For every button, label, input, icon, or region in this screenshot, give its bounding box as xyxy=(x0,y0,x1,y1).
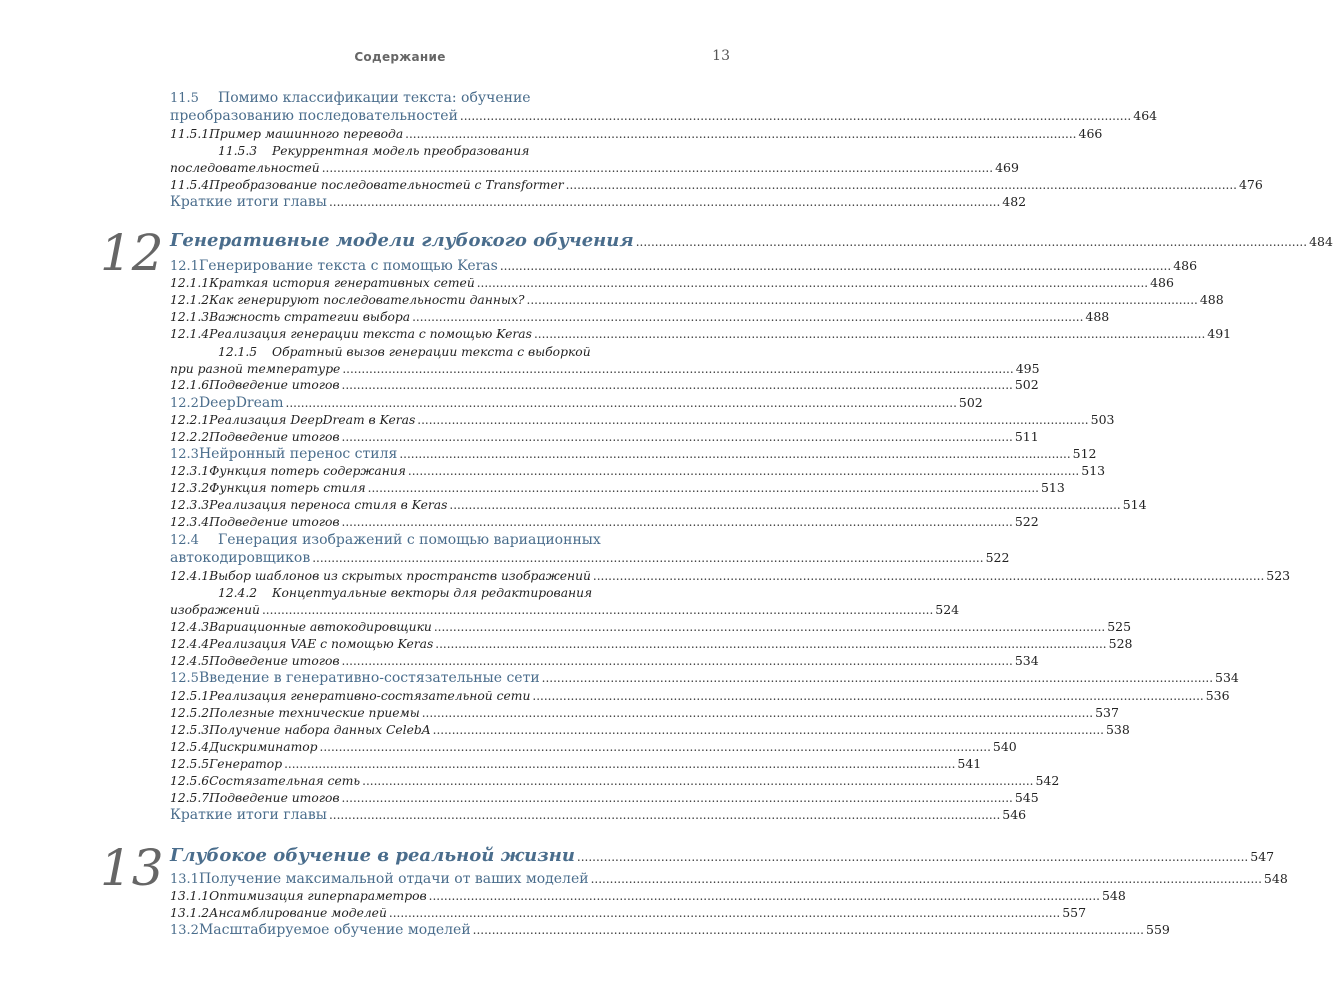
entry-page: 464 xyxy=(1133,108,1158,123)
toc-entry[interactable] xyxy=(170,394,983,412)
entry-number: 12.3 xyxy=(170,447,199,462)
entry-title: Подведение итогов xyxy=(209,791,340,805)
entry-number: 12.1.5 xyxy=(218,345,258,359)
entry-page: 534 xyxy=(1215,670,1239,685)
entry-page: 486 xyxy=(1173,258,1198,273)
entry-title: Как генерируют последовательности данных? xyxy=(209,293,525,307)
toc-entry-continuation[interactable] xyxy=(170,107,1158,125)
entry-title: Реализация переноса стиля в Keras xyxy=(209,498,448,512)
entry-number: 12.3.3 xyxy=(170,498,210,512)
toc-entry[interactable] xyxy=(170,567,1291,585)
entry-page: 525 xyxy=(1107,619,1132,634)
entry-number: 12.5.7 xyxy=(170,791,210,805)
entry-title: Состязательная сеть xyxy=(209,774,361,788)
entry-title: Подведение итогов xyxy=(209,430,340,444)
entry-page: 522 xyxy=(985,550,1010,565)
entry-number: 12.4.5 xyxy=(170,654,210,668)
entry-page: 495 xyxy=(1015,361,1040,376)
toc-entry[interactable] xyxy=(170,635,1133,653)
entry-page: 522 xyxy=(1014,514,1039,529)
toc-entry[interactable] xyxy=(170,687,1230,705)
toc-entry[interactable] xyxy=(170,531,726,549)
entry-page: 546 xyxy=(1002,807,1027,822)
toc-entry[interactable] xyxy=(170,904,1087,922)
entry-page: 484 xyxy=(1309,234,1333,249)
entry-title: Генерирование текста с помощью Keras xyxy=(198,258,498,274)
entry-title: Краткая история генеративных сетей xyxy=(209,276,475,290)
entry-title: Важность стратегии выбора xyxy=(209,310,411,324)
toc-entry[interactable] xyxy=(170,921,1170,939)
entry-title: Функция потерь стиля xyxy=(209,481,366,495)
toc-entry[interactable] xyxy=(170,496,1147,514)
toc-entry[interactable] xyxy=(170,738,1017,756)
entry-number: 12.1.1 xyxy=(170,276,210,290)
entry-number: 12.2 xyxy=(170,396,199,411)
toc-entry[interactable] xyxy=(170,343,726,361)
entry-page: 540 xyxy=(992,739,1017,754)
entry-number: 12.4.3 xyxy=(170,620,210,634)
entry-title: Полезные технические приемы xyxy=(209,706,420,720)
entry-page: 541 xyxy=(957,756,982,771)
entry-number: 12.2.1 xyxy=(170,413,210,427)
entry-page: 469 xyxy=(995,160,1019,175)
entry-number: 11.5.4 xyxy=(170,178,210,192)
entry-page: 502 xyxy=(958,395,983,410)
toc-entry[interactable] xyxy=(170,772,1060,790)
entry-number: 12.1.4 xyxy=(170,327,210,341)
chapter-entry[interactable] xyxy=(170,845,1275,867)
entry-page: 536 xyxy=(1205,688,1230,703)
entry-number: 12.3.1 xyxy=(170,464,210,478)
page-header-title: Содержание xyxy=(354,50,446,64)
entry-page: 545 xyxy=(1014,790,1039,805)
entry-title-continued: последовательностей xyxy=(170,161,320,175)
entry-page: 547 xyxy=(1250,849,1275,864)
entry-page: 524 xyxy=(935,602,960,617)
toc-entry[interactable] xyxy=(170,89,726,107)
entry-page: 466 xyxy=(1078,126,1103,141)
toc-entry[interactable] xyxy=(170,308,1110,326)
entry-number: 12.3.2 xyxy=(170,481,210,495)
entry-page: 488 xyxy=(1199,292,1224,307)
entry-page: 488 xyxy=(1085,309,1110,324)
toc-entry-continuation[interactable] xyxy=(170,601,960,619)
toc-entry[interactable] xyxy=(170,291,1224,309)
toc-entry[interactable] xyxy=(170,652,1039,670)
entry-number: 12.1.2 xyxy=(170,293,210,307)
entry-title: Оптимизация гиперпараметров xyxy=(209,889,427,903)
entry-title: DeepDream xyxy=(198,395,284,411)
entry-number: 12.4 xyxy=(170,533,199,548)
entry-title: Введение в генеративно-состязательные сети xyxy=(198,670,540,686)
entry-page: 537 xyxy=(1095,705,1119,720)
entry-page: 476 xyxy=(1238,177,1263,192)
entry-number: 12.3.4 xyxy=(170,515,210,529)
entry-number: 11.5.1 xyxy=(170,127,210,141)
toc-entry[interactable] xyxy=(170,428,1039,446)
entry-page: 542 xyxy=(1035,773,1060,788)
entry-title: Функция потерь содержания xyxy=(209,464,406,478)
entry-number: 13.2 xyxy=(170,923,199,938)
toc-entry[interactable] xyxy=(170,887,1126,905)
entry-page: 559 xyxy=(1146,922,1170,937)
entry-number: 12.5.6 xyxy=(170,774,210,788)
entry-title: Помимо классификации текста: обучение xyxy=(218,90,531,106)
entry-number: 13.1.2 xyxy=(170,906,210,920)
toc-entry[interactable] xyxy=(170,870,1288,888)
entry-title: Реализация DeepDream в Keras xyxy=(209,413,416,427)
entry-number: 12.5.4 xyxy=(170,740,210,754)
toc-entry[interactable] xyxy=(170,411,1115,429)
entry-number: 12.4.1 xyxy=(170,569,210,583)
entry-title: Генерация изображений с помощью вариационных xyxy=(218,532,601,548)
entry-title: Получение набора данных CelebA xyxy=(209,723,431,737)
toc-entry[interactable] xyxy=(170,618,1132,636)
toc-entry[interactable] xyxy=(170,669,1239,687)
entry-page: 534 xyxy=(1014,653,1039,668)
entry-title: Масштабируемое обучение моделей xyxy=(198,922,471,938)
toc-entry[interactable] xyxy=(170,176,1263,194)
entry-number: 12.5 xyxy=(170,671,199,686)
entry-title: Получение максимальной отдачи от ваших моделей xyxy=(198,871,589,887)
chapter-title: Генеративные модели глубокого обучения xyxy=(170,230,634,251)
entry-number: 12.5.2 xyxy=(170,706,210,720)
entry-number: 12.1 xyxy=(170,259,199,274)
toc-entry-continuation[interactable] xyxy=(170,549,1010,567)
toc-entry[interactable] xyxy=(170,325,1232,343)
entry-title-continued: при разной температуре xyxy=(170,362,341,376)
entry-page: 491 xyxy=(1207,326,1232,341)
entry-title-continued: автокодировщиков xyxy=(170,550,311,566)
entry-title: Вариационные автокодировщики xyxy=(209,620,432,634)
toc-entry[interactable] xyxy=(170,142,726,160)
entry-title: Реализация генерации текста с помощью Keras xyxy=(209,327,532,341)
toc-entry[interactable] xyxy=(170,721,1130,739)
entry-title-continued: преобразованию последовательностей xyxy=(170,108,458,124)
entry-page: 548 xyxy=(1101,888,1126,903)
chapter-number: 13 xyxy=(100,839,164,897)
entry-title: Рекуррентная модель преобразования xyxy=(272,144,530,158)
entry-title: Дискриминатор xyxy=(209,740,318,754)
entry-title: Нейронный перенос стиля xyxy=(198,446,398,462)
entry-number: 12.2.2 xyxy=(170,430,210,444)
entry-page: 523 xyxy=(1266,568,1291,583)
entry-page: 513 xyxy=(1081,463,1106,478)
chapter-title: Глубокое обучение в реальной жизни xyxy=(170,845,575,866)
entry-title: Краткие итоги главы xyxy=(170,807,327,823)
entry-number: 12.1.6 xyxy=(170,378,210,392)
entry-title: Преобразование последовательностей с Transformer xyxy=(209,178,564,192)
toc-entry[interactable] xyxy=(170,274,1174,292)
entry-title: Подведение итогов xyxy=(209,515,340,529)
toc-entry[interactable] xyxy=(170,193,1027,211)
entry-title-continued: изображений xyxy=(170,603,260,617)
entry-number: 13.1.1 xyxy=(170,889,210,903)
entry-title: Подведение итогов xyxy=(209,378,340,392)
entry-page: 548 xyxy=(1263,871,1288,886)
toc-entry[interactable] xyxy=(170,125,1103,143)
entry-title: Обратный вызов генерации текста с выборкой xyxy=(272,345,591,359)
chapter-entry[interactable] xyxy=(170,230,1333,252)
entry-title: Генератор xyxy=(209,757,283,771)
entry-title: Реализация VAE с помощью Keras xyxy=(209,637,434,651)
entry-number: 11.5.3 xyxy=(218,144,258,158)
entry-page: 502 xyxy=(1014,377,1039,392)
toc-entry[interactable] xyxy=(170,257,1198,275)
entry-page: 511 xyxy=(1014,429,1039,444)
entry-title: Концептуальные векторы для редактирования xyxy=(272,586,593,600)
toc-entry[interactable] xyxy=(170,806,1027,824)
entry-page: 486 xyxy=(1150,275,1174,290)
entry-page: 557 xyxy=(1062,905,1087,920)
entry-page: 512 xyxy=(1072,446,1097,461)
entry-page: 513 xyxy=(1040,480,1065,495)
toc-entry[interactable] xyxy=(170,445,1097,463)
toc-entry[interactable] xyxy=(170,704,1119,722)
entry-page: 528 xyxy=(1108,636,1133,651)
entry-title: Реализация генеративно-состязательной сети xyxy=(209,689,531,703)
toc-entry[interactable] xyxy=(170,479,1065,497)
entry-page: 538 xyxy=(1105,722,1130,737)
toc-entry-continuation[interactable] xyxy=(170,159,1019,177)
entry-number: 13.1 xyxy=(170,872,199,887)
entry-title: Выбор шаблонов из скрытых пространств изображений xyxy=(209,569,591,583)
entry-page: 482 xyxy=(1002,194,1027,209)
entry-number: 12.5.5 xyxy=(170,757,210,771)
entry-title: Ансамблирование моделей xyxy=(209,906,387,920)
entry-number: 12.4.2 xyxy=(218,586,258,600)
entry-number: 12.5.1 xyxy=(170,689,210,703)
toc-entry[interactable] xyxy=(170,513,1039,531)
entry-number: 11.5 xyxy=(170,91,199,106)
entry-title: Краткие итоги главы xyxy=(170,194,327,210)
page-number: 13 xyxy=(712,48,730,64)
entry-number: 12.5.3 xyxy=(170,723,210,737)
toc-entry[interactable] xyxy=(170,789,1039,807)
entry-number: 12.4.4 xyxy=(170,637,210,651)
toc-entry[interactable] xyxy=(170,584,726,602)
toc-entry[interactable] xyxy=(170,755,982,773)
entry-number: 12.1.3 xyxy=(170,310,210,324)
entry-title: Пример машинного перевода xyxy=(209,127,404,141)
entry-page: 503 xyxy=(1090,412,1115,427)
entry-title: Подведение итогов xyxy=(209,654,340,668)
toc-entry[interactable] xyxy=(170,462,1106,480)
toc-entry[interactable] xyxy=(170,376,1039,394)
entry-page: 514 xyxy=(1122,497,1147,512)
chapter-number: 12 xyxy=(100,224,164,282)
